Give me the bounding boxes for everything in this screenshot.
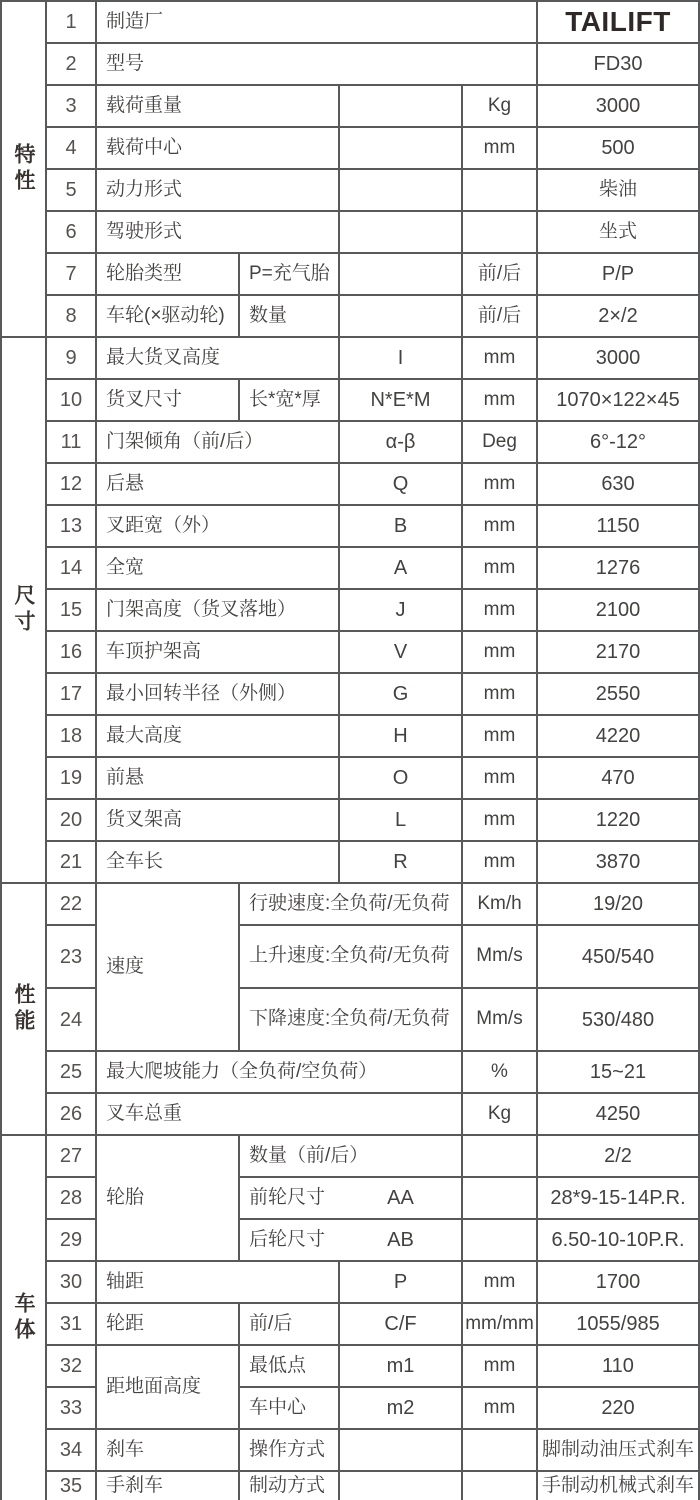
spec-unit: mm — [463, 128, 536, 168]
spec-unit: Kg — [463, 86, 536, 126]
row-number: 24 — [47, 989, 95, 1050]
spec-unit: mm — [463, 716, 536, 756]
spec-unit: Mm/s — [463, 989, 536, 1050]
spec-label: 手刹车 — [97, 1472, 238, 1500]
row-number: 17 — [47, 674, 95, 714]
spec-unit: mm — [463, 842, 536, 882]
row-number: 7 — [47, 254, 95, 294]
row-number: 13 — [47, 506, 95, 546]
spec-value: 1055/985 — [538, 1304, 698, 1344]
spec-label: 最小回转半径（外侧） — [97, 674, 338, 714]
row-number: 14 — [47, 548, 95, 588]
spec-value: 6°-12° — [538, 422, 698, 462]
spec-unit: mm — [463, 674, 536, 714]
spec-value: 2×/2 — [538, 296, 698, 336]
row-number: 23 — [47, 926, 95, 987]
spec-sublabel: P=充气胎 — [240, 254, 338, 294]
row-number: 31 — [47, 1304, 95, 1344]
empty-cell — [340, 254, 461, 294]
spec-symbol: N*E*M — [340, 380, 461, 420]
spec-symbol: C/F — [340, 1304, 461, 1344]
spec-sublabel-with-symbol — [240, 1220, 461, 1260]
spec-sublabel: 制动方式 — [240, 1472, 338, 1500]
brand-name: TAILIFT — [538, 2, 698, 42]
spec-value: 450/540 — [538, 926, 698, 987]
spec-label: 货叉架高 — [97, 800, 338, 840]
row-number: 30 — [47, 1262, 95, 1302]
empty-cell — [340, 296, 461, 336]
section-label-characteristics: 特性 — [2, 2, 45, 336]
row-number: 19 — [47, 758, 95, 798]
row-number: 18 — [47, 716, 95, 756]
spec-value: 3000 — [538, 338, 698, 378]
row-number: 28 — [47, 1178, 95, 1218]
spec-symbol: Q — [340, 464, 461, 504]
empty-cell — [463, 1136, 536, 1176]
spec-sublabel: 车中心 — [240, 1388, 338, 1428]
spec-symbol: H — [340, 716, 461, 756]
spec-value: 坐式 — [538, 212, 698, 252]
spec-value: 470 — [538, 758, 698, 798]
spec-label: 制造厂 — [97, 2, 536, 42]
row-number: 35 — [47, 1472, 95, 1500]
row-number: 3 — [47, 86, 95, 126]
spec-value: 630 — [538, 464, 698, 504]
spec-label: 后悬 — [97, 464, 338, 504]
spec-value: 500 — [538, 128, 698, 168]
row-number: 26 — [47, 1094, 95, 1134]
spec-symbol: m2 — [340, 1388, 461, 1428]
spec-value: 220 — [538, 1388, 698, 1428]
spec-group-label: 距地面高度 — [97, 1346, 238, 1428]
spec-sublabel: 操作方式 — [240, 1430, 338, 1470]
spec-sublabel: 前轮尺寸 — [249, 1186, 326, 1208]
spec-sublabel: 行驶速度:全负荷/无负荷 — [240, 884, 461, 924]
spec-sublabel: 下降速度:全负荷/无负荷 — [240, 989, 461, 1050]
spec-value: 4220 — [538, 716, 698, 756]
spec-value: 手制动机械式刹车 — [538, 1472, 698, 1500]
spec-unit: mm — [463, 464, 536, 504]
row-number: 10 — [47, 380, 95, 420]
spec-unit: mm — [463, 548, 536, 588]
spec-unit: Km/h — [463, 884, 536, 924]
spec-label: 车轮(×驱动轮) — [97, 296, 238, 336]
row-number: 11 — [47, 422, 95, 462]
spec-unit: Kg — [463, 1094, 536, 1134]
row-number: 34 — [47, 1430, 95, 1470]
row-number: 1 — [47, 2, 95, 42]
row-number: 8 — [47, 296, 95, 336]
spec-group-label: 速度 — [97, 884, 238, 1050]
row-number: 20 — [47, 800, 95, 840]
spec-label: 最大高度 — [97, 716, 338, 756]
spec-value: 1220 — [538, 800, 698, 840]
section-label-dimensions: 尺寸 — [2, 338, 45, 882]
spec-value: 2550 — [538, 674, 698, 714]
spec-value: 1700 — [538, 1262, 698, 1302]
spec-sublabel: 最低点 — [240, 1346, 338, 1386]
spec-unit: 前/后 — [463, 296, 536, 336]
spec-value: 2170 — [538, 632, 698, 672]
spec-value: 柴油 — [538, 170, 698, 210]
spec-symbol: A — [340, 548, 461, 588]
empty-cell — [340, 128, 461, 168]
spec-symbol: AA — [387, 1187, 414, 1209]
spec-value: 1150 — [538, 506, 698, 546]
section-label-performance: 性能 — [2, 884, 45, 1134]
empty-cell — [463, 1178, 536, 1218]
section-label-body: 车体 — [2, 1136, 45, 1500]
spec-label: 载荷中心 — [97, 128, 338, 168]
spec-value: 15~21 — [538, 1052, 698, 1092]
spec-value: P/P — [538, 254, 698, 294]
spec-value: 2/2 — [538, 1136, 698, 1176]
spec-value: 3000 — [538, 86, 698, 126]
spec-group-label: 轮胎 — [97, 1136, 238, 1260]
spec-label: 型号 — [97, 44, 536, 84]
row-number: 33 — [47, 1388, 95, 1428]
spec-unit: % — [463, 1052, 536, 1092]
spec-symbol: m1 — [340, 1346, 461, 1386]
spec-unit: mm — [463, 632, 536, 672]
spec-unit: mm — [463, 380, 536, 420]
empty-cell — [340, 212, 461, 252]
spec-value: 6.50-10-10P.R. — [538, 1220, 698, 1260]
spec-symbol: I — [340, 338, 461, 378]
spec-value: 脚制动油压式刹车 — [538, 1430, 698, 1470]
spec-symbol: L — [340, 800, 461, 840]
spec-unit: mm — [463, 800, 536, 840]
spec-unit: Mm/s — [463, 926, 536, 987]
spec-label: 货叉尺寸 — [97, 380, 238, 420]
spec-sublabel: 上升速度:全负荷/无负荷 — [240, 926, 461, 987]
spec-label: 全车长 — [97, 842, 338, 882]
row-number: 6 — [47, 212, 95, 252]
spec-sublabel: 数量 — [240, 296, 338, 336]
row-number: 32 — [47, 1346, 95, 1386]
spec-label: 叉车总重 — [97, 1094, 461, 1134]
row-number: 16 — [47, 632, 95, 672]
spec-label: 前悬 — [97, 758, 338, 798]
spec-symbol: R — [340, 842, 461, 882]
row-number: 25 — [47, 1052, 95, 1092]
spec-unit: mm — [463, 338, 536, 378]
spec-symbol: G — [340, 674, 461, 714]
spec-value: 3870 — [538, 842, 698, 882]
spec-symbol: V — [340, 632, 461, 672]
empty-cell — [340, 1430, 461, 1470]
empty-cell — [340, 170, 461, 210]
spec-value: 530/480 — [538, 989, 698, 1050]
spec-unit: mm — [463, 1262, 536, 1302]
empty-cell — [340, 1472, 461, 1500]
spec-label: 门架倾角（前/后） — [97, 422, 338, 462]
spec-symbol: P — [340, 1262, 461, 1302]
spec-label: 载荷重量 — [97, 86, 338, 126]
spec-value: 2100 — [538, 590, 698, 630]
spec-label: 车顶护架高 — [97, 632, 338, 672]
row-number: 21 — [47, 842, 95, 882]
spec-symbol: B — [340, 506, 461, 546]
row-number: 9 — [47, 338, 95, 378]
spec-unit: mm — [463, 1388, 536, 1428]
spec-unit: mm/mm — [463, 1304, 536, 1344]
spec-symbol: AB — [387, 1229, 414, 1251]
spec-value: 110 — [538, 1346, 698, 1386]
spec-label: 叉距宽（外） — [97, 506, 338, 546]
spec-unit: mm — [463, 1346, 536, 1386]
spec-label: 轮距 — [97, 1304, 238, 1344]
spec-sublabel: 数量（前/后） — [240, 1136, 461, 1176]
spec-label: 动力形式 — [97, 170, 338, 210]
empty-cell — [463, 1220, 536, 1260]
spec-value: 1070×122×45 — [538, 380, 698, 420]
row-number: 27 — [47, 1136, 95, 1176]
spec-symbol: α-β — [340, 422, 461, 462]
spec-value: FD30 — [538, 44, 698, 84]
spec-value: 1276 — [538, 548, 698, 588]
row-number: 15 — [47, 590, 95, 630]
row-number: 12 — [47, 464, 95, 504]
spec-unit: Deg — [463, 422, 536, 462]
empty-cell — [463, 212, 536, 252]
empty-cell — [463, 170, 536, 210]
spec-sublabel-with-symbol — [240, 1178, 461, 1218]
spec-unit: mm — [463, 758, 536, 798]
row-number: 22 — [47, 884, 95, 924]
empty-cell — [463, 1472, 536, 1500]
spec-sublabel: 前/后 — [240, 1304, 338, 1344]
spec-label: 全宽 — [97, 548, 338, 588]
spec-value: 28*9-15-14P.R. — [538, 1178, 698, 1218]
empty-cell — [463, 1430, 536, 1470]
spec-symbol: O — [340, 758, 461, 798]
spec-label: 轮胎类型 — [97, 254, 238, 294]
spec-label: 轴距 — [97, 1262, 338, 1302]
row-number: 5 — [47, 170, 95, 210]
spec-label: 门架高度（货叉落地） — [97, 590, 338, 630]
spec-value: 19/20 — [538, 884, 698, 924]
empty-cell — [340, 86, 461, 126]
spec-unit: 前/后 — [463, 254, 536, 294]
spec-label: 驾驶形式 — [97, 212, 338, 252]
spec-unit: mm — [463, 506, 536, 546]
spec-label: 最大货叉高度 — [97, 338, 338, 378]
spec-label: 刹车 — [97, 1430, 238, 1470]
row-number: 2 — [47, 44, 95, 84]
spec-value: 4250 — [538, 1094, 698, 1134]
spec-unit: mm — [463, 590, 536, 630]
row-number: 29 — [47, 1220, 95, 1260]
spec-sublabel: 后轮尺寸 — [249, 1228, 326, 1250]
spec-sublabel: 长*宽*厚 — [240, 380, 338, 420]
spec-label: 最大爬坡能力（全负荷/空负荷） — [97, 1052, 461, 1092]
spec-symbol: J — [340, 590, 461, 630]
row-number: 4 — [47, 128, 95, 168]
